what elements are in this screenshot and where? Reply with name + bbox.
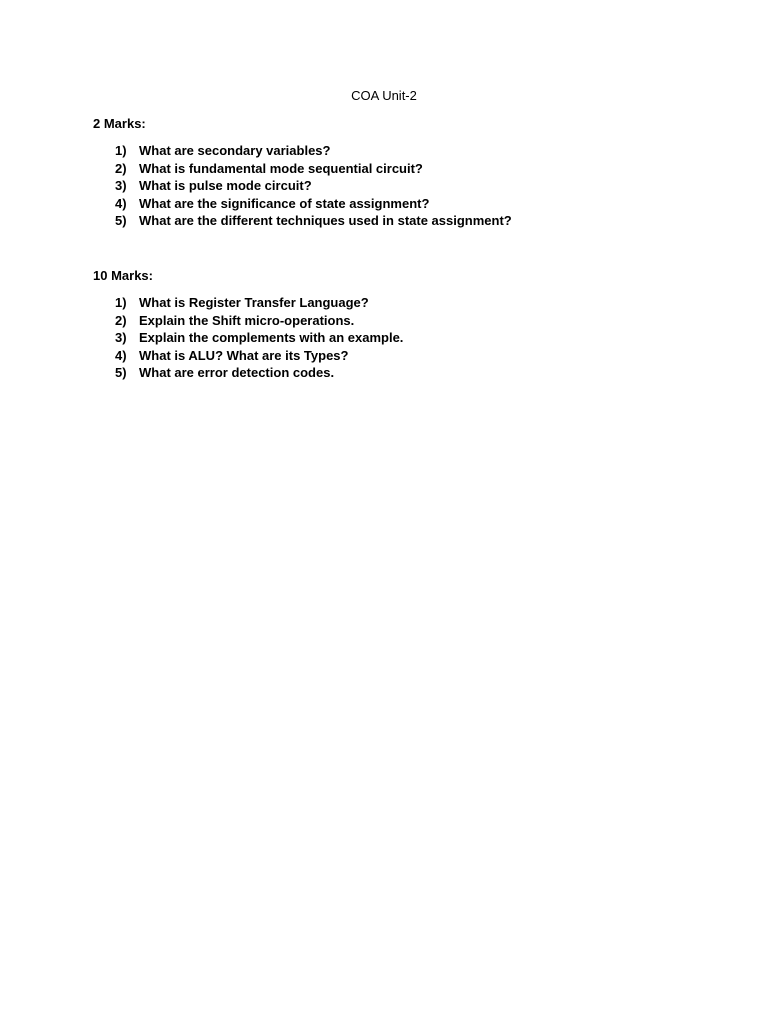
question-number: 1) xyxy=(115,295,127,310)
list-item xyxy=(115,142,512,160)
question-number: 3) xyxy=(115,178,127,193)
list-item xyxy=(115,160,512,178)
question-text: What are the significance of state assignment? xyxy=(139,195,430,211)
question-text: What are secondary variables? xyxy=(139,143,331,158)
question-list-10-marks xyxy=(115,294,403,382)
question-number: 5) xyxy=(115,365,127,380)
list-item xyxy=(115,364,403,382)
question-list-2-marks xyxy=(115,142,512,230)
question-number: 1) xyxy=(115,143,127,158)
list-item xyxy=(115,212,512,230)
list-item xyxy=(115,312,403,330)
list-item xyxy=(115,347,403,365)
section-heading-10-marks: 10 Marks: xyxy=(93,268,153,283)
document-title: COA Unit-2 xyxy=(351,88,417,103)
question-text: What is pulse mode circuit? xyxy=(139,178,312,193)
question-text: What is ALU? What are its Types? xyxy=(139,347,349,363)
list-item xyxy=(115,177,512,195)
question-number: 2) xyxy=(115,312,127,328)
list-item xyxy=(115,195,512,213)
question-number: 3) xyxy=(115,330,127,345)
list-item xyxy=(115,294,403,312)
question-text: Explain the complements with an example. xyxy=(139,330,404,345)
list-item xyxy=(115,329,403,347)
section-heading-2-marks: 2 Marks: xyxy=(93,116,146,131)
question-number: 2) xyxy=(115,160,127,176)
question-number: 4) xyxy=(115,195,127,211)
question-text: Explain the Shift micro-operations. xyxy=(139,312,355,328)
question-text: What are the different techniques used in state assignment? xyxy=(139,213,512,228)
question-number: 5) xyxy=(115,213,127,228)
question-text: What are error detection codes. xyxy=(139,365,335,380)
question-text: What is fundamental mode sequential circuit? xyxy=(139,160,423,176)
question-text: What is Register Transfer Language? xyxy=(139,295,369,310)
question-number: 4) xyxy=(115,347,127,363)
